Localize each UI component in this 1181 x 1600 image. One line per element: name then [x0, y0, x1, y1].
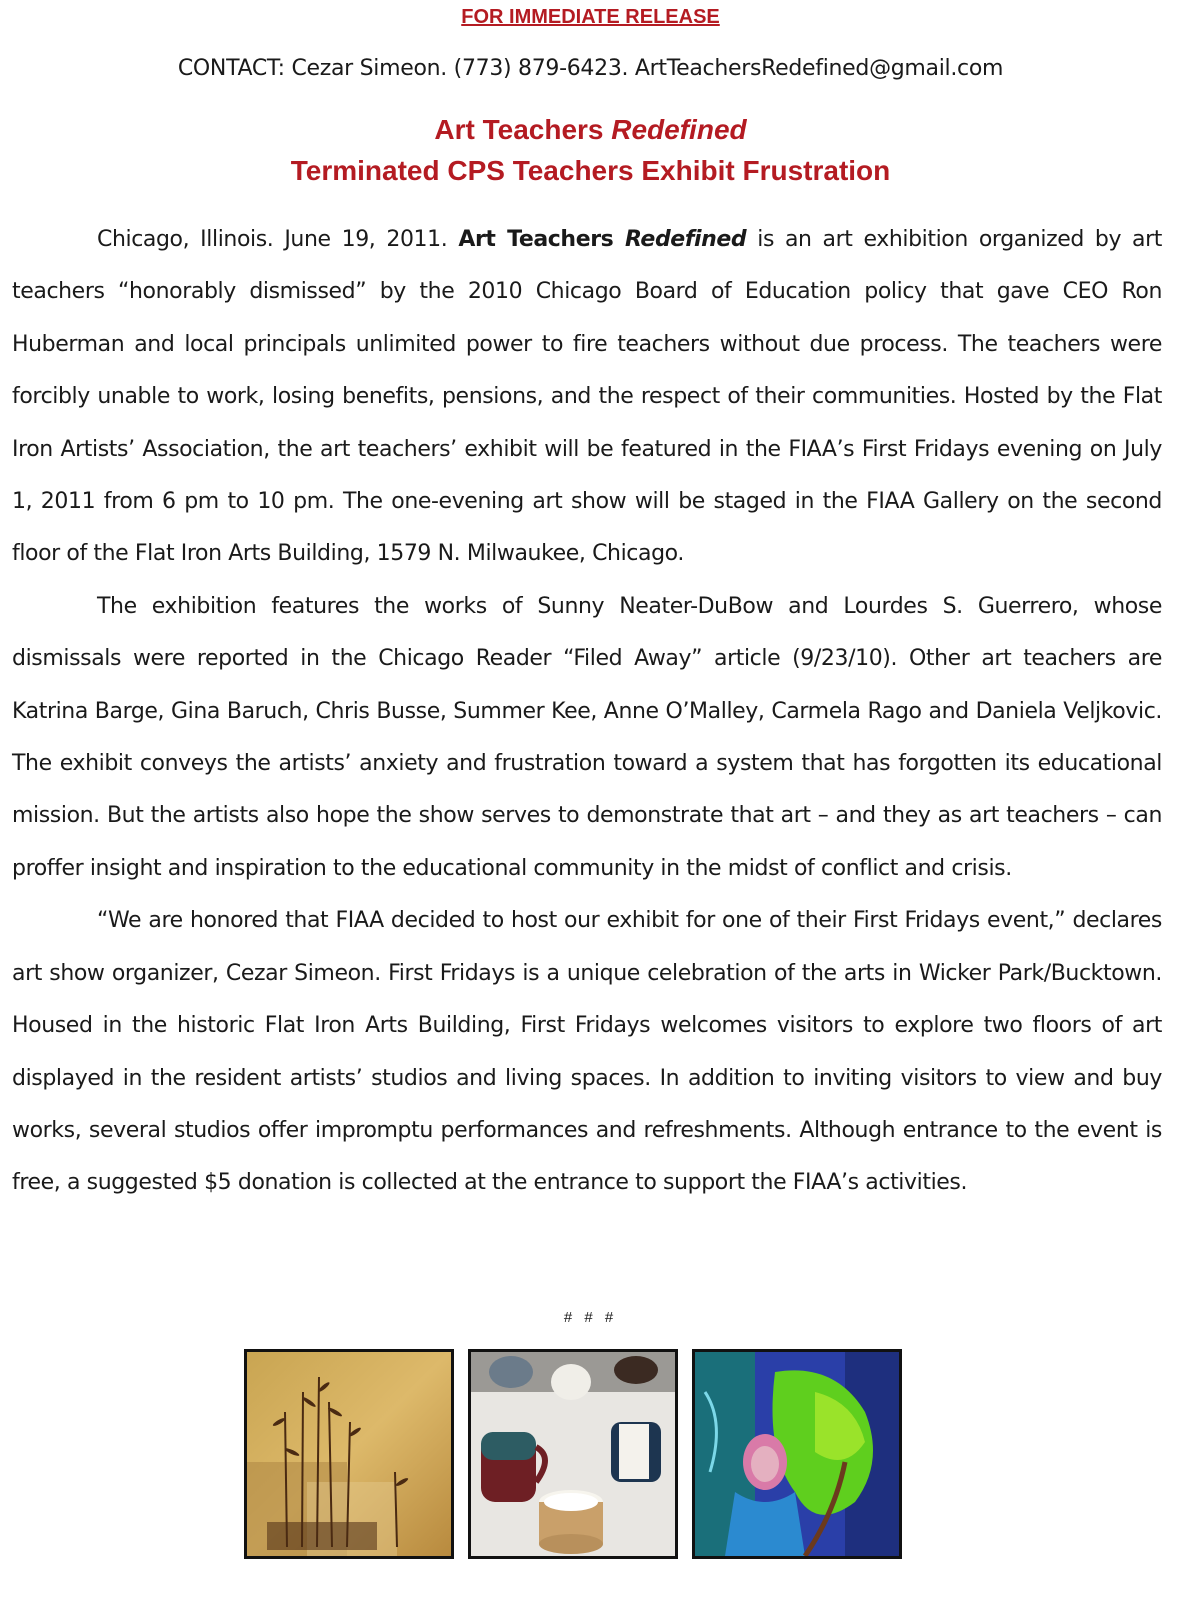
exhibit-name-bold: Art Teachers: [458, 227, 625, 252]
contact-line: CONTACT: Cezar Simeon. (773) 879-6423. ArtTeachersRedefined@gmail.com: [177, 56, 1004, 81]
paragraph-3: “We are honored that FIAA decided to host our exhibit for one of their First Fridays event,” declares art show organizer, Cezar Simeon. First Fridays is a unique celebration of the arts in Wicker Park/Bucktown. Housed in the historic Flat Iron Arts Building, First Fridays welcomes visitors to explore two floors of art displayed in the resident artists’ studios and living spaces. In addition to inviting visitors to view and buy works, several studios offer impromptu performances and refreshments. Although entrance to the event is free, a suggested $5 donation is collected at the entrance to support the FIAA’s activities.: [12, 908, 1162, 1196]
release-heading: FOR IMMEDIATE RELEASE: [461, 6, 720, 28]
title-line-2: Terminated CPS Teachers Exhibit Frustration: [290, 155, 891, 186]
portrait-painting-image: [692, 1349, 902, 1559]
title-plain: Art Teachers: [434, 114, 612, 145]
paragraph-1: [12, 214, 1162, 581]
title-italic: Redefined: [611, 114, 747, 145]
end-mark: # # #: [563, 1309, 618, 1326]
exhibit-name-italic: Redefined: [624, 227, 747, 252]
bamboo-artwork-image: [244, 1349, 454, 1559]
dateline: Chicago, Illinois. June 19, 2011.: [97, 227, 459, 252]
title-line-1: [0, 114, 1181, 146]
ceramics-artwork-image: [468, 1349, 678, 1559]
paragraph-1-text: is an art exhibition organized by art teachers “honorably dismissed” by the 2010 Chicago Board of Education policy that gave CEO Ron Huberman and local principals unlimited power to fire teachers without due process. The teachers were forcibly unable to work, losing benefits, pensions, and the respect of their communities. Hosted by the Flat Iron Artists’ Association, the art teachers’ exhibit will be featured in the FIAA’s First Fridays evening on July 1, 2011 from 6 pm to 10 pm. The one-evening art show will be staged in the FIAA Gallery on the second floor of the Flat Iron Arts Building, 1579 N. Milwaukee, Chicago.: [12, 227, 1163, 567]
article-body: [12, 214, 1162, 1210]
paragraph-2: The exhibition features the works of Sunny Neater-DuBow and Lourdes S. Guerrero, whose dismissals were reported in the Chicago Reader “Filed Away” article (9/23/10). Other art teachers are Katrina Barge, Gina Baruch, Chris Busse, Summer Kee, Anne O’Malley, Carmela Rago and Daniela Veljkovic. The exhibit conveys the artists’ anxiety and frustration toward a system that has forgotten its educational mission. But the artists also hope the show serves to demonstrate that art – and they as art teachers – can proffer insight and inspiration to the educational community in the midst of conflict and crisis.: [12, 593, 1162, 881]
